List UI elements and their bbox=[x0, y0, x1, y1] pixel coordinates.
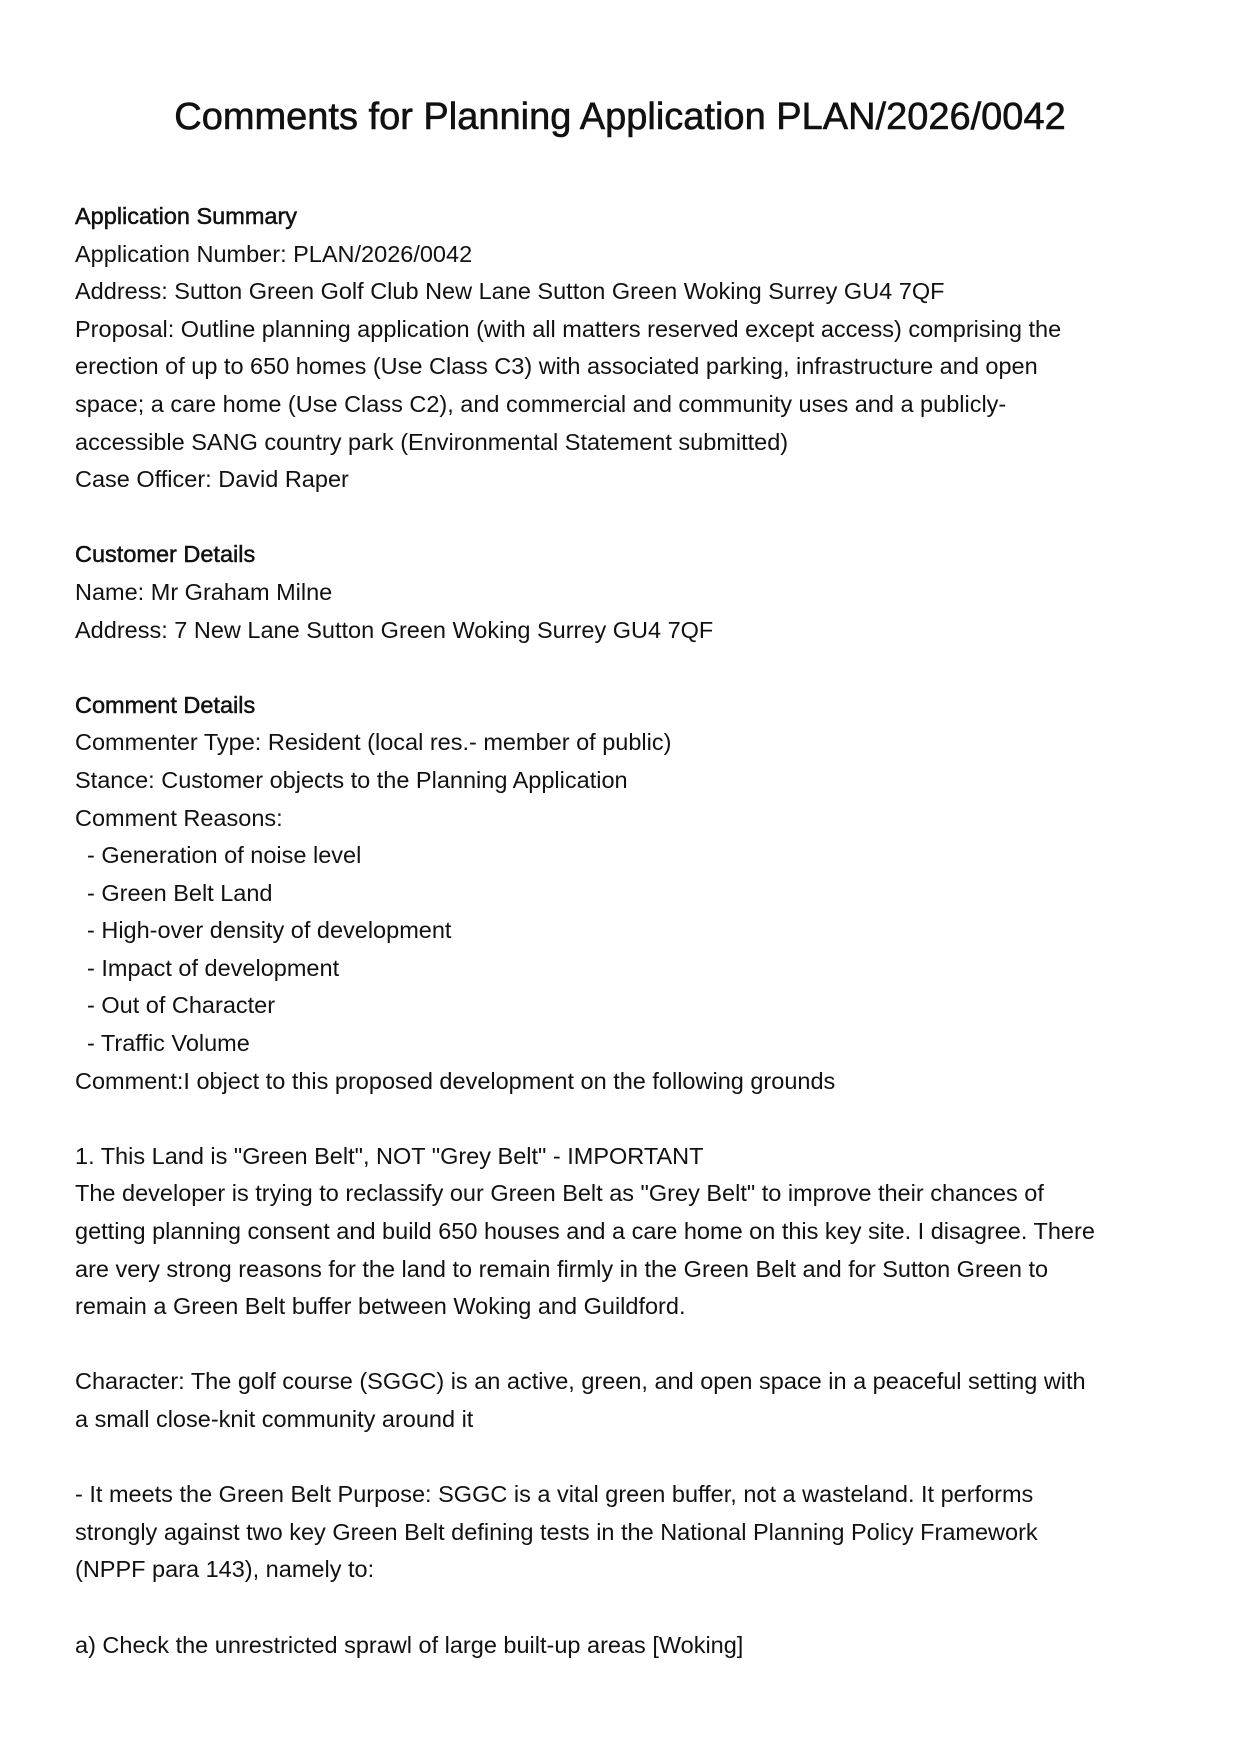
comment-reason-item: - Traffic Volume bbox=[87, 1030, 250, 1057]
purpose-line: - It meets the Green Belt Purpose: SGGC is a vital green buffer, not a wasteland. It performs bbox=[75, 1481, 1034, 1508]
proposal-line: accessible SANG country park (Environmental Statement submitted) bbox=[75, 428, 789, 455]
comment-reasons-label: Comment Reasons: bbox=[75, 804, 283, 831]
stance: Stance: Customer objects to the Planning Application bbox=[75, 766, 628, 793]
comment-reason-item: - Out of Character bbox=[87, 992, 276, 1019]
section-gap bbox=[75, 499, 1170, 537]
test-a-line: a) Check the unrestricted sprawl of large built-up areas [Woking] bbox=[75, 1631, 744, 1658]
proposal-line: erection of up to 650 homes (Use Class C3) with associated parking, infrastructure and open bbox=[75, 353, 1038, 380]
comment-reason-item: - Impact of development bbox=[87, 954, 340, 981]
section-gap bbox=[75, 649, 1170, 687]
customer-address: Address: 7 New Lane Sutton Green Woking Surrey GU4 7QF bbox=[75, 616, 714, 643]
proposal-line: space; a care home (Use Class C2), and commercial and community uses and a publicly- bbox=[75, 390, 1007, 417]
application-address: Address: Sutton Green Golf Club New Lane Sutton Green Woking Surrey GU4 7QF bbox=[75, 278, 945, 305]
commenter-type: Commenter Type: Resident (local res.- member of public) bbox=[75, 729, 672, 756]
document-body bbox=[75, 198, 1170, 1664]
point-1-line: are very strong reasons for the land to remain firmly in the Green Belt and for Sutton Green to bbox=[75, 1255, 1049, 1282]
point-1-line: getting planning consent and build 650 houses and a care home on this key site. I disagree. There bbox=[75, 1218, 1095, 1245]
point-1-line: The developer is trying to reclassify our Green Belt as "Grey Belt" to improve their chances of bbox=[75, 1180, 1044, 1207]
case-officer: Case Officer: David Raper bbox=[75, 466, 349, 493]
character-line: a small close-knit community around it bbox=[75, 1406, 474, 1432]
application-number: Application Number: PLAN/2026/0042 bbox=[75, 240, 473, 267]
comment-reason-item: - Green Belt Land bbox=[87, 879, 273, 906]
comment-details-heading: Comment Details bbox=[75, 691, 256, 718]
purpose-line: strongly against two key Green Belt defining tests in the National Planning Policy Framework bbox=[75, 1518, 1038, 1545]
point-1-heading: 1. This Land is "Green Belt", NOT "Grey Belt" - IMPORTANT bbox=[75, 1142, 704, 1169]
comment-reason-item: - High-over density of development bbox=[87, 917, 452, 944]
paragraph-gap bbox=[75, 1589, 1170, 1627]
purpose-line: (NPPF para 143), namely to: bbox=[75, 1556, 375, 1583]
comment-reason-item: - Generation of noise level bbox=[87, 842, 362, 869]
point-1-line: remain a Green Belt buffer between Woking and Guildford. bbox=[75, 1293, 686, 1320]
document-title: Comments for Planning Application PLAN/2026/0042 bbox=[174, 96, 1066, 138]
comment-intro: Comment:I object to this proposed development on the following grounds bbox=[75, 1067, 836, 1094]
section-gap bbox=[75, 1100, 1170, 1138]
character-line: Character: The golf course (SGGC) is an active, green, and open space in a peaceful setting with bbox=[75, 1368, 1086, 1395]
customer-details-heading: Customer Details bbox=[75, 541, 256, 568]
paragraph-gap bbox=[75, 1326, 1170, 1364]
customer-name: Name: Mr Graham Milne bbox=[75, 578, 333, 605]
paragraph-gap bbox=[75, 1439, 1170, 1477]
proposal-line: Proposal: Outline planning application (with all matters reserved except access) comprising the bbox=[75, 315, 1062, 342]
application-summary-heading: Application Summary bbox=[75, 203, 298, 229]
